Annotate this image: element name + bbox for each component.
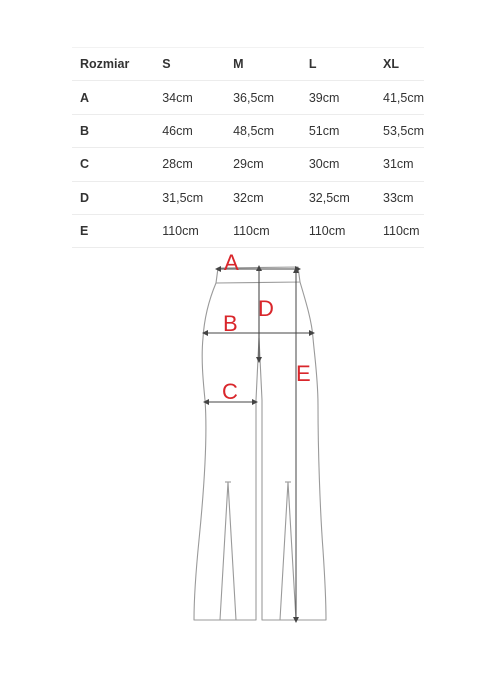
label-b: B	[223, 311, 238, 336]
row-label: B	[72, 114, 154, 147]
table-cell: 31cm	[375, 148, 424, 181]
row-label: C	[72, 148, 154, 181]
header-xl: XL	[375, 48, 424, 81]
row-label: E	[72, 214, 154, 247]
table-cell: 110cm	[154, 214, 225, 247]
label-e: E	[296, 361, 311, 386]
table-cell: 48,5cm	[225, 114, 301, 147]
table-cell: 31,5cm	[154, 181, 225, 214]
table-cell: 53,5cm	[375, 114, 424, 147]
table-cell: 51cm	[301, 114, 375, 147]
trousers-measurement-diagram	[0, 240, 500, 640]
table-cell: 39cm	[301, 81, 375, 114]
table-cell: 28cm	[154, 148, 225, 181]
table-cell: 41,5cm	[375, 81, 424, 114]
table-row	[72, 148, 424, 181]
table-cell: 110cm	[225, 214, 301, 247]
table-cell: 32,5cm	[301, 181, 375, 214]
table-cell: 33cm	[375, 181, 424, 214]
table-header-row	[72, 48, 424, 81]
table-row	[72, 114, 424, 147]
trousers-illustration	[0, 240, 500, 640]
table-cell: 30cm	[301, 148, 375, 181]
header-s: S	[154, 48, 225, 81]
table-cell: 110cm	[375, 214, 424, 247]
left-slit	[220, 482, 236, 620]
table-cell: 110cm	[301, 214, 375, 247]
table-cell: 36,5cm	[225, 81, 301, 114]
row-label: A	[72, 81, 154, 114]
right-slit	[280, 482, 296, 620]
size-table	[72, 47, 424, 248]
table-cell: 34cm	[154, 81, 225, 114]
label-a: A	[224, 250, 239, 275]
header-size: Rozmiar	[72, 48, 154, 81]
table-row	[72, 181, 424, 214]
label-d: D	[258, 296, 274, 321]
table-cell: 29cm	[225, 148, 301, 181]
table-cell: 46cm	[154, 114, 225, 147]
table-row	[72, 81, 424, 114]
table-cell: 32cm	[225, 181, 301, 214]
label-c: C	[222, 379, 238, 404]
header-m: M	[225, 48, 301, 81]
row-label: D	[72, 181, 154, 214]
header-l: L	[301, 48, 375, 81]
